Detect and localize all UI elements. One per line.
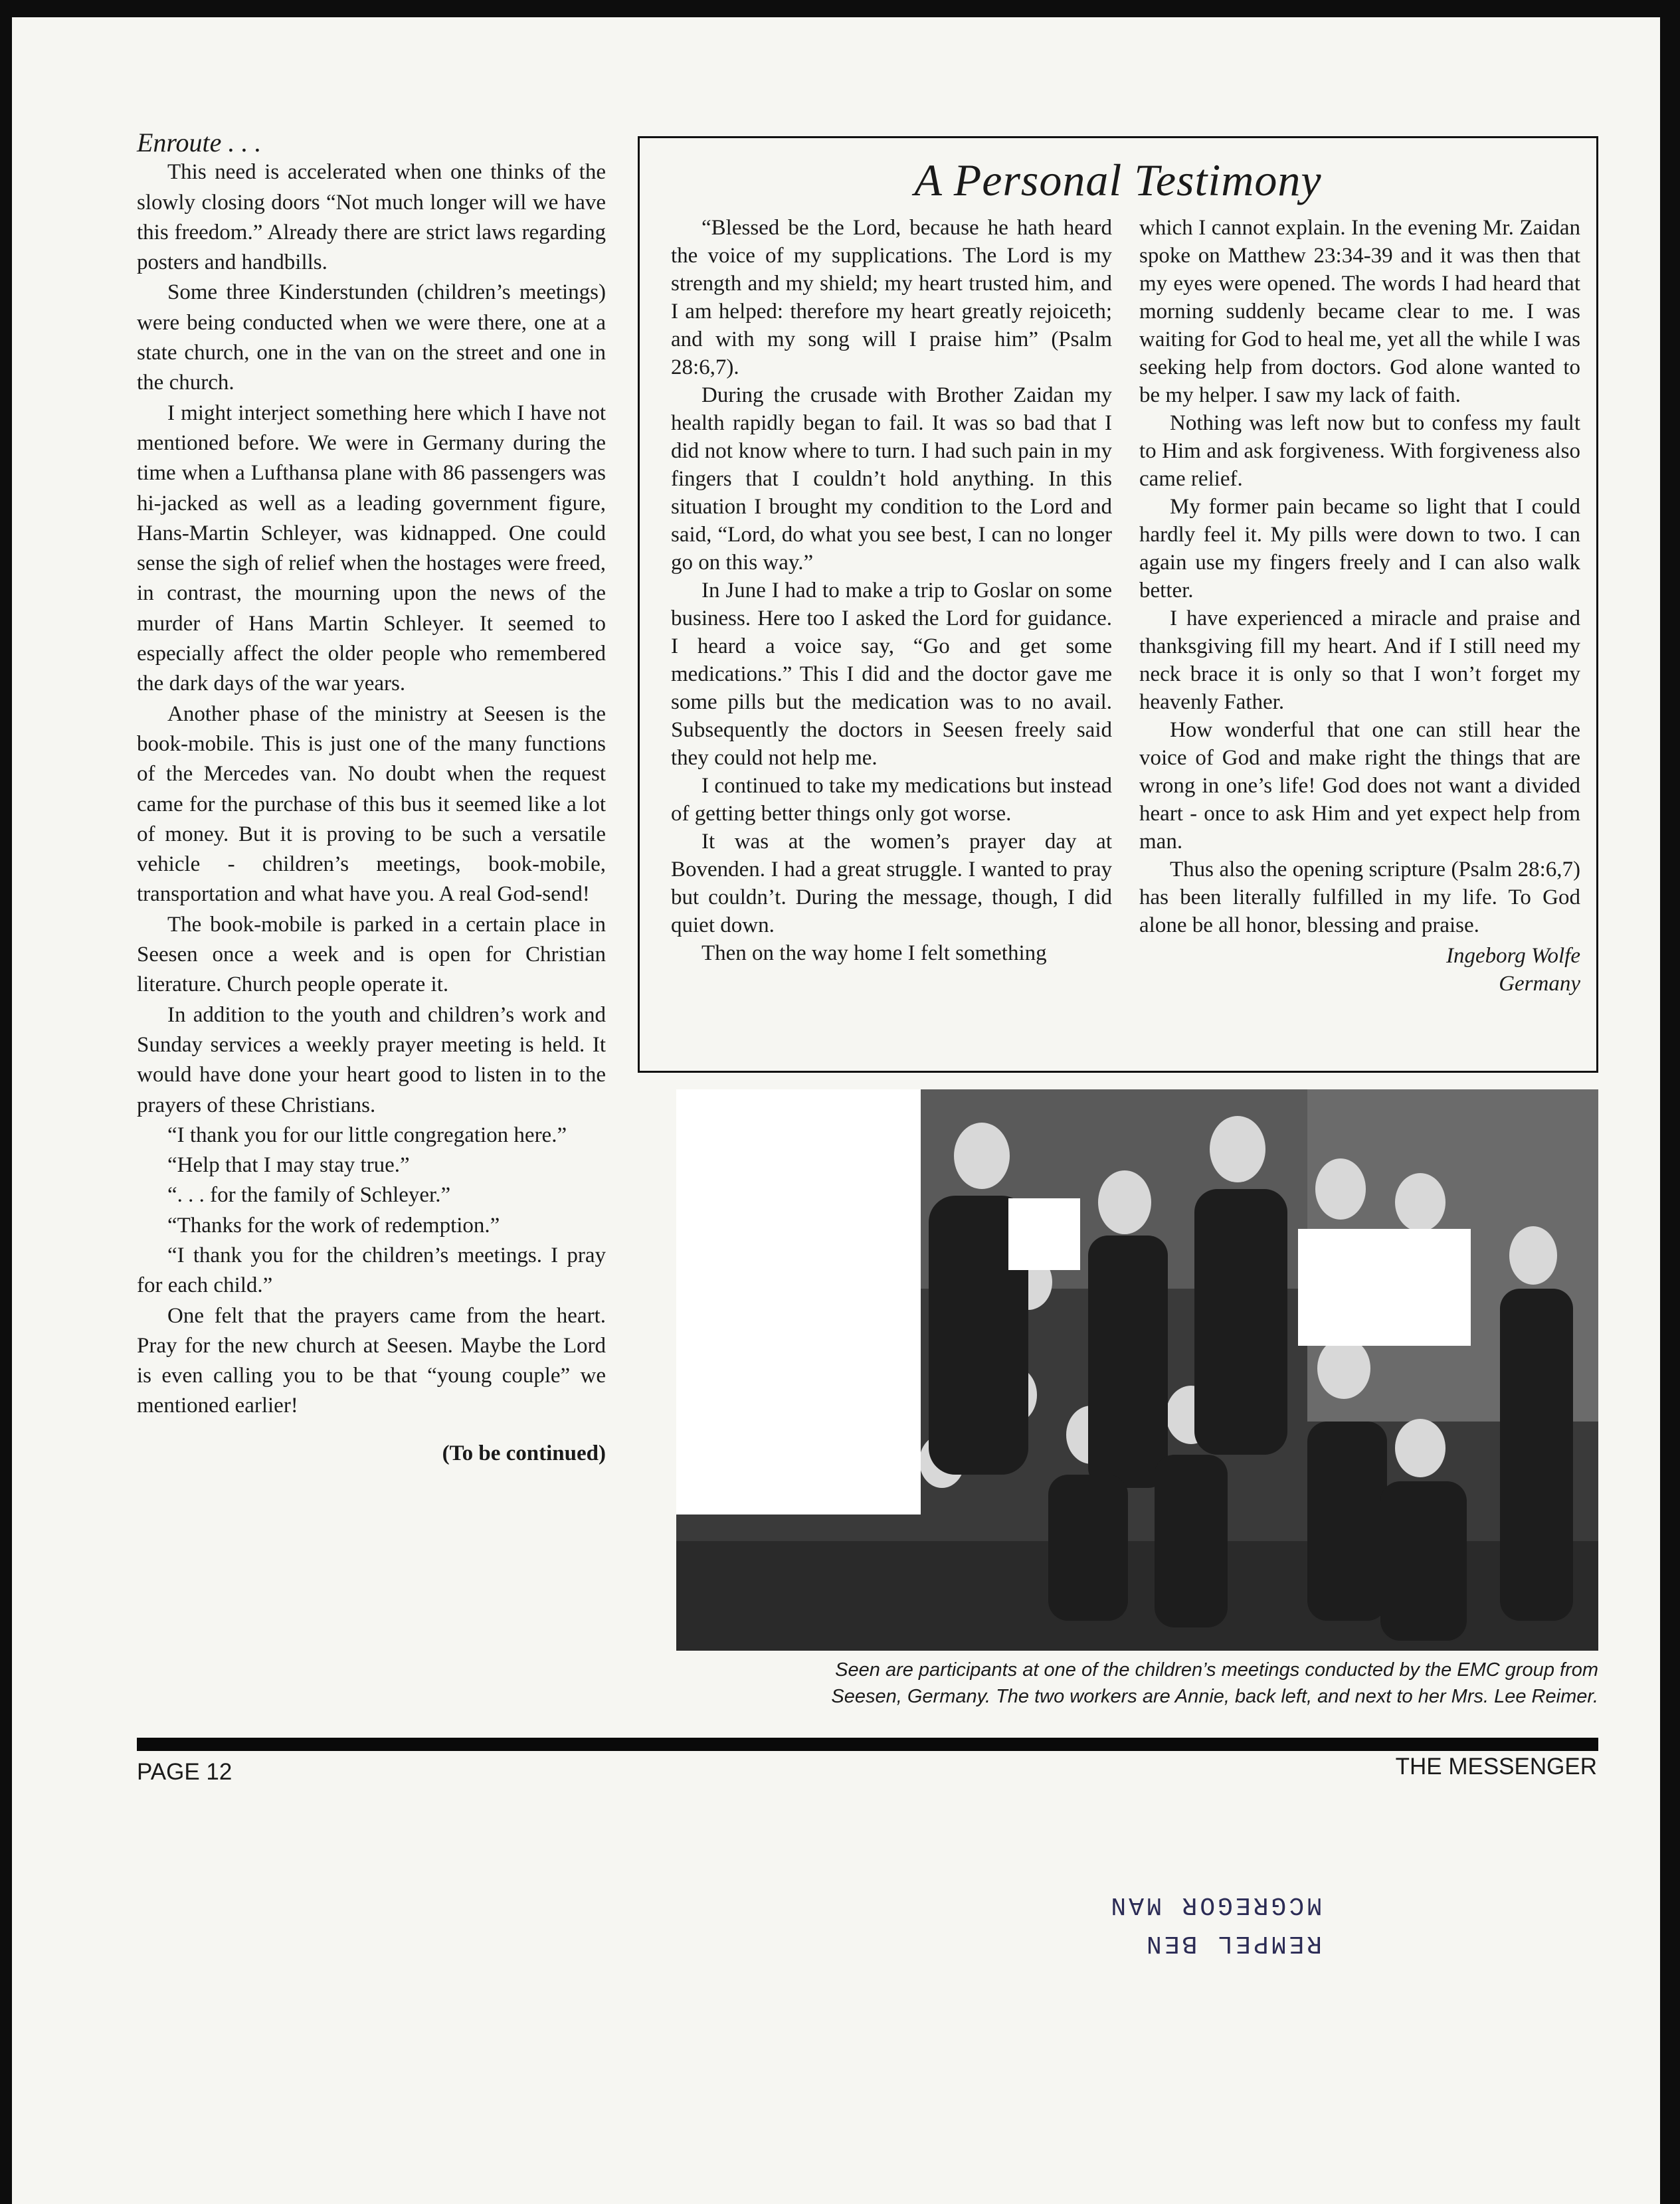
- article-paragraph: The book-mobile is parked in a certain place in Seesen once a week and is open for Christian literature. Church people operate it.: [137, 912, 606, 997]
- testimony-paragraph: Nothing was left now but to confess my fault to Him and ask forgiveness. With forgiveness also came relief.: [1139, 411, 1580, 491]
- scan-edge-left: [0, 0, 12, 2204]
- article-kicker: Enroute . . .: [137, 128, 262, 157]
- footer-rule: [137, 1738, 1598, 1751]
- stamp-line: MCGREGOR MAN: [1108, 1890, 1322, 1919]
- article-paragraph: In addition to the youth and children’s work and Sunday services a weekly prayer meeting is held. It would have done your heart good to listen in to the prayers of these Christians.: [137, 1002, 606, 1117]
- testimony-box: [638, 136, 1598, 1073]
- magazine-name: THE MESSENGER: [1395, 1754, 1597, 1780]
- address-stamp: [1070, 1885, 1322, 1962]
- testimony-location: Germany: [1499, 972, 1580, 996]
- stamp-line: REMPEL BEN: [1143, 1929, 1322, 1958]
- testimony-paragraph: During the crusade with Brother Zaidan my health rapidly began to fail. It was so bad that I did not know where to turn. I had such pain in my fingers that I couldn’t hold anything. In this situation I brought my condition to the Lord and said, “Lord, do what you see best, I can no longer go on this way.”: [671, 383, 1112, 575]
- testimony-paragraph: I have experienced a miracle and praise and thanksgiving fill my heart. And if I still need my neck brace it is only so that I won’t forget my heavenly Father.: [1139, 606, 1580, 714]
- testimony-paragraph: I continued to take my medications but instead of getting better things only got worse.: [671, 774, 1112, 826]
- caption-line: Seen are participants at one of the children’s meetings conducted by the EMC group from: [835, 1659, 1598, 1681]
- testimony-paragraph: Then on the way home I felt something: [701, 941, 1047, 965]
- prayer-quote: “Help that I may stay true.”: [167, 1153, 410, 1178]
- prayer-quote: “. . . for the family of Schleyer.”: [167, 1183, 451, 1208]
- testimony-column-1: [671, 214, 1112, 967]
- photo-caption: [624, 1657, 1598, 1710]
- testimony-column-2: [1139, 214, 1580, 998]
- caption-line: Seesen, Germany. The two workers are Annie, back left, and next to her Mrs. Lee Reimer.: [831, 1686, 1598, 1707]
- article-paragraph: Another phase of the ministry at Seesen is the book-mobile. This is just one of the many functions of the Mercedes van. No doubt when the request came for the purchase of this bus it seemed like a lot of money. But it is proving to be such a versatile vehicle - children’s meetings, book-mobile, transportation and what have you. A real God-send!: [137, 701, 606, 907]
- testimony-paragraph: In June I had to make a trip to Goslar on some business. Here too I asked the Lord for guidance. I heard a voice say, “Go and get some medications.” This I did and the doctor gave me some pills but the medication was to no avail. Subsequently the doctors in Seesen freely said they could not help me.: [671, 579, 1112, 770]
- article-left-column: [137, 128, 606, 1469]
- to-be-continued: (To be continued): [442, 1441, 606, 1465]
- testimony-paragraph: “Blessed be the Lord, because he hath heard the voice of my supplications. The Lord is my strength and my shield; my heart trusted him, and I am helped: therefore my heart greatly rejoiceth; and with my song will I praise him” (Psalm 28:6,7).: [671, 216, 1112, 379]
- scan-edge-right: [1660, 0, 1680, 2204]
- prayer-quote: “Thanks for the work of redemption.”: [167, 1213, 500, 1238]
- testimony-paragraph: which I cannot explain. In the evening Mr. Zaidan spoke on Matthew 23:34-39 and it was then that my eyes were opened. The words I had heard that morning suddenly became clear to me. I was waiting for God to heal me, yet all the while I was seeking help from doctors. God alone wanted to be my helper. I saw my lack of faith.: [1139, 216, 1580, 407]
- testimony-author: Ingeborg Wolfe: [1446, 944, 1580, 968]
- article-paragraph: One felt that the prayers came from the heart. Pray for the new church at Seesen. Maybe the Lord is even calling you to be that “young couple” we mentioned earlier!: [137, 1303, 606, 1418]
- testimony-title: A Personal Testimony: [914, 155, 1322, 205]
- testimony-paragraph: How wonderful that one can still hear the voice of God and make right the things that are wrong in one’s life! God does not want a divided heart - once to ask Him and yet expect help from man.: [1139, 718, 1580, 854]
- group-photo: [676, 1089, 1598, 1651]
- prayer-quote: “I thank you for our little congregation here.”: [167, 1123, 567, 1147]
- article-paragraph: This need is accelerated when one thinks of the slowly closing doors “Not much longer will we have this freedom.” Already there are strict laws regarding posters and handbills.: [137, 160, 606, 275]
- article-paragraph: I might interject something here which I have not mentioned before. We were in Germany during the time when a Lufthansa plane with 86 passengers was hi-jacked as well as a leading government figure, Hans-Martin Schleyer, was kidnapped. One could sense the sigh of relief when the hostages were freed, in contrast, the mourning upon the news of the murder of Hans Martin Schleyer. It seemed to especially affect the older people who remembered the dark days of the war years.: [137, 401, 606, 696]
- scan-edge-top: [0, 0, 1680, 17]
- prayer-quote: “I thank you for the children’s meetings. I pray for each child.”: [137, 1243, 606, 1298]
- testimony-paragraph: It was at the women’s prayer day at Bovenden. I had a great struggle. I wanted to pray but couldn’t. During the message, though, I did quiet down.: [671, 830, 1112, 937]
- page-number: PAGE 12: [137, 1759, 233, 1785]
- testimony-paragraph: Thus also the opening scripture (Psalm 28:6,7) has been literally fulfilled in my life. To God alone be all honor, blessing and praise.: [1139, 858, 1580, 937]
- testimony-paragraph: My former pain became so light that I could hardly feel it. My pills were down to two. I can again use my fingers freely and I can also walk better.: [1139, 495, 1580, 602]
- group-photo-illustration: [676, 1089, 1598, 1651]
- article-paragraph: Some three Kinderstunden (children’s meetings) were being conducted when we were there, one at a state church, one in the van on the street and one in the church.: [137, 280, 606, 395]
